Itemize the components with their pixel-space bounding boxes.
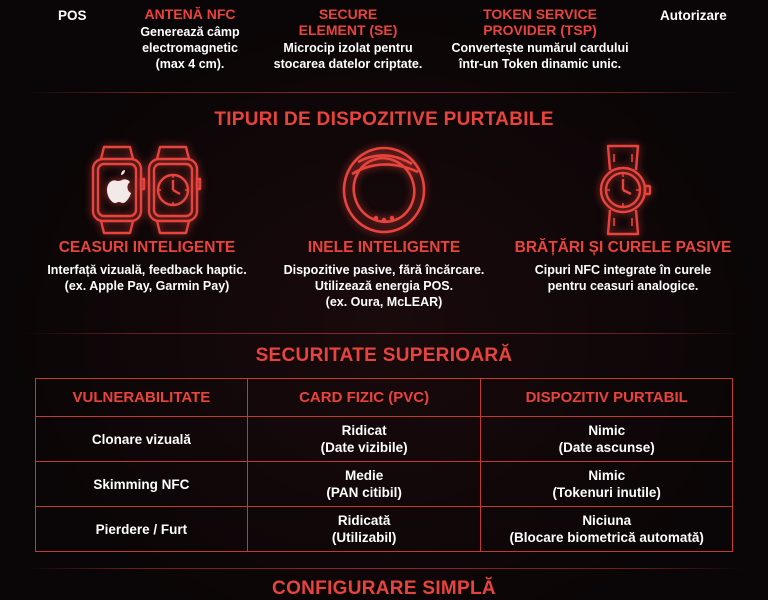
card-cell	[247, 462, 481, 507]
nfc-desc-line: Generează câmp	[140, 25, 240, 39]
secure-element-block	[258, 6, 438, 72]
cell-line: Ridicată	[337, 513, 391, 528]
title-line: ELEMENT (SE)	[298, 22, 398, 38]
wearable-cell	[481, 417, 733, 462]
divider	[24, 333, 744, 334]
wristwatch-card	[498, 142, 748, 294]
tsp-desc-line: Convertește numărul cardului	[451, 41, 629, 55]
title-line: PROVIDER (TSP)	[483, 22, 597, 38]
security-section-title: SECURITATE SUPERIOARĂ	[255, 345, 513, 366]
tsp-title	[440, 6, 640, 38]
cell-line: (PAN citibil)	[326, 485, 402, 500]
tsp-desc-line: într-un Token dinamic unic.	[458, 57, 622, 71]
row-label: Clonare vizuală	[36, 417, 248, 462]
cell-line: (Date vizibile)	[320, 440, 408, 455]
wearable-cell	[481, 462, 733, 507]
cell-line: Medie	[344, 468, 384, 483]
wearables-section-title: TIPURI DE DISPOZITIVE PURTABILE	[214, 109, 554, 130]
desc-line: (ex. Oura, McLEAR)	[325, 295, 443, 309]
wearable-cell	[481, 507, 733, 552]
smart-ring-desc	[259, 262, 509, 310]
nfc-antenna-block	[120, 6, 260, 72]
card-cell	[247, 507, 481, 552]
secure-element-desc	[258, 40, 438, 72]
desc-line: Interfață vizuală, feedback haptic.	[47, 263, 247, 277]
smartwatch-icon	[22, 142, 272, 238]
divider	[24, 568, 744, 569]
pos-label: POS	[58, 8, 87, 23]
se-desc-line: stocarea datelor criptate.	[273, 57, 423, 71]
table-row	[36, 507, 733, 552]
smartwatch-card	[22, 142, 272, 294]
cell-line: Niciuna	[582, 513, 632, 528]
se-desc-line: Microcip izolat pentru	[283, 41, 413, 55]
table-row	[36, 462, 733, 507]
header-vulnerability: VULNERABILITATE	[36, 379, 248, 417]
header-physical-card: CARD FIZIC (PVC)	[247, 379, 481, 417]
divider	[24, 92, 744, 93]
cell-line: (Date ascunse)	[558, 440, 655, 455]
desc-line: Cipuri NFC integrate în curele	[534, 263, 712, 277]
table-header-row	[36, 379, 733, 417]
cell-line: Nimic	[588, 468, 626, 483]
desc-line: (ex. Apple Pay, Garmin Pay)	[64, 279, 230, 293]
nfc-desc-line: electromagnetic	[142, 41, 238, 55]
tsp-block	[440, 6, 640, 72]
table-row	[36, 417, 733, 462]
wristwatch-title: BRĂȚĂRI ȘI CURELE PASIVE	[514, 239, 732, 256]
cell-line: (Blocare biometrică automată)	[509, 530, 704, 545]
title-line: TOKEN SERVICE	[483, 6, 597, 22]
desc-line: pentru ceasuri analogice.	[547, 279, 699, 293]
row-label: Skimming NFC	[36, 462, 248, 507]
nfc-antenna-desc	[120, 24, 260, 72]
cell-line: Nimic	[588, 423, 626, 438]
smart-ring-card	[259, 142, 509, 310]
desc-line: Dispozitive pasive, fără încărcare.	[283, 263, 485, 277]
tsp-desc	[440, 40, 640, 72]
card-cell	[247, 417, 481, 462]
smart-ring-icon	[259, 142, 509, 238]
wristwatch-icon	[498, 142, 748, 238]
desc-line: Utilizează energia POS.	[314, 279, 454, 293]
nfc-desc-line: (max 4 cm).	[155, 57, 225, 71]
smart-ring-title: INELE INTELIGENTE	[307, 239, 461, 256]
header-wearable: DISPOZITIV PURTABIL	[481, 379, 733, 417]
top-row	[0, 0, 768, 80]
setup-section-title: CONFIGURARE SIMPLĂ	[272, 578, 496, 599]
title-line: SECURE	[318, 6, 378, 22]
smartwatch-title: CEASURI INTELIGENTE	[58, 239, 236, 256]
cell-line: (Tokenuri inutile)	[552, 485, 661, 500]
cell-line: Ridicat	[341, 423, 387, 438]
row-label: Pierdere / Furt	[36, 507, 248, 552]
security-table	[35, 378, 733, 552]
smartwatch-desc	[22, 262, 272, 294]
secure-element-title	[258, 6, 438, 38]
wristwatch-desc	[498, 262, 748, 294]
nfc-antenna-title: ANTENĂ NFC	[144, 6, 236, 22]
cell-line: (Utilizabil)	[331, 530, 397, 545]
authorize-label: Autorizare	[660, 8, 727, 23]
